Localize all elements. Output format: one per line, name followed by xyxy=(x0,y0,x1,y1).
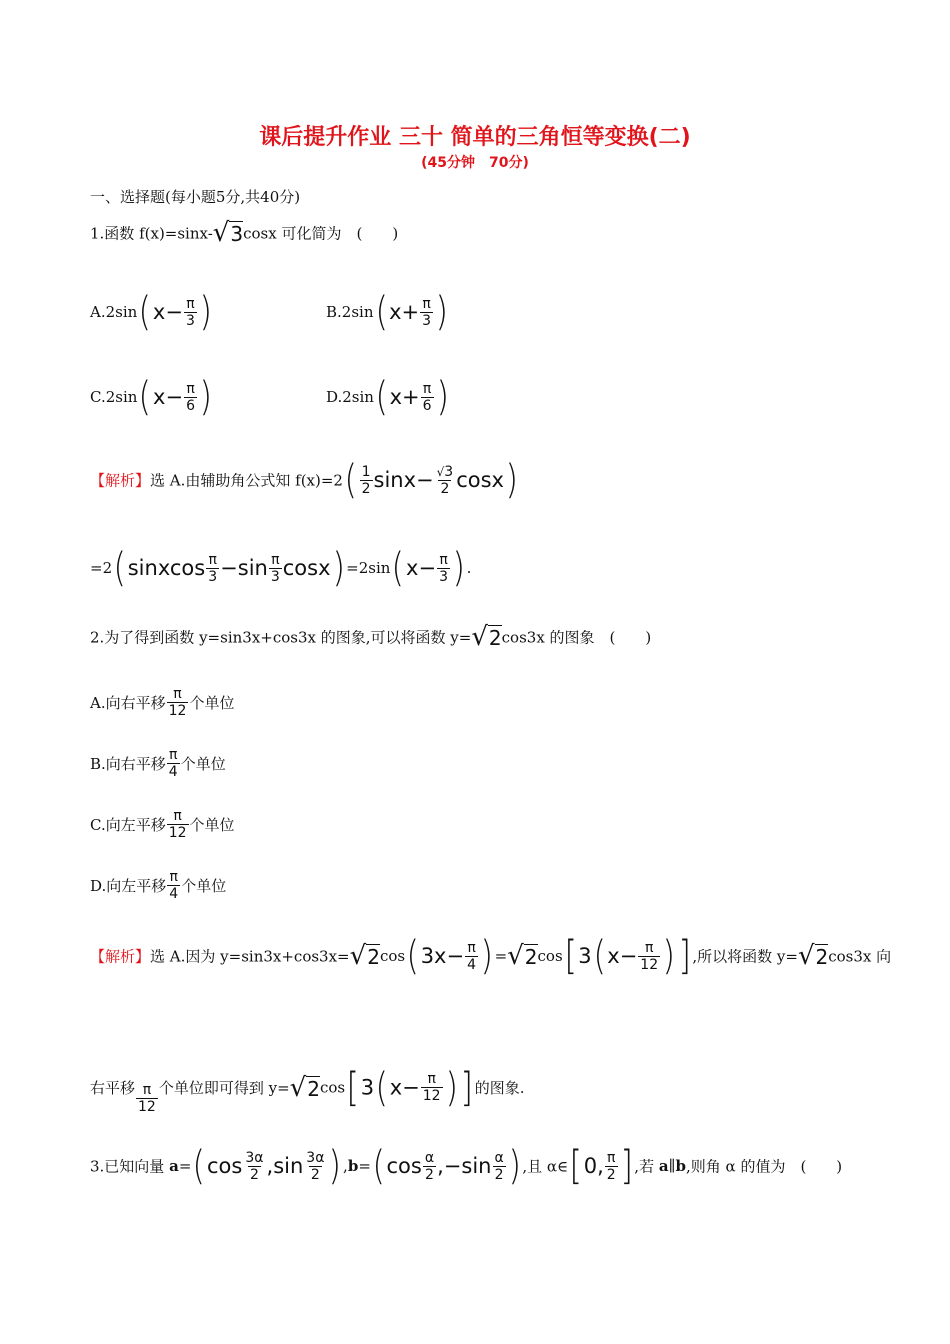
section-heading: 一、选择题(每小题5分,共40分) xyxy=(90,188,301,206)
question-1-solution-line-1: 【解析】选 A.由辅助角公式知 f(x)=2( $\frac{1}{2}$ sinx− $\frac{√3}{2}$ cosx) xyxy=(90,457,519,503)
sqrt-3: √3 xyxy=(212,218,244,248)
solution-tag: 【解析】 xyxy=(90,947,151,966)
sqrt-2: √2 xyxy=(471,622,502,652)
question-2-solution-line-2: 右平移 $\frac{\pi}{12}$ 个单位即可得到 y=√2cos[3(x− $\frac{\pi}{12}$ )] 的图象. xyxy=(90,1064,525,1115)
question-1-option-a: A.2sin(x− $\frac{\pi}{3}$ ) xyxy=(90,289,212,335)
question-2-option-d: D.向左平移 $\frac{\pi}{4}$ 个单位 xyxy=(90,869,227,902)
page-title: 课后提升作业 三十 简单的三角恒等变换(二) xyxy=(259,125,691,150)
question-3-stem: 3.已知向量 a=(cos $\frac{3\alpha}{2}$ ,sin $\frac{3\alpha}{2}$ ) ,b=(cos $\frac{\alpha}{2}$ ,−sin $\frac{\alpha}{2}$ ) ,且 α∈[0, $\frac{\pi}{2}$ ] ,若 a∥b,则角 α 的值为 ( ) xyxy=(90,1143,843,1189)
question-2-solution-line-1: 【解析】选 A.因为 y=sin3x+cos3x=√2cos(3x− $\frac{\pi}{4}$ ) =√2cos[3(x− $\frac{\pi}{12}$ )] ,所以将函数 y=√2cos3x 向 xyxy=(90,933,892,979)
question-1-option-c: C.2sin(x− $\frac{\pi}{6}$ ) xyxy=(90,374,213,420)
question-1-solution-line-2: =2(sinxcos $\frac{\pi}{3}$ −sin $\frac{\pi}{3}$ cosx) =2sin(x− $\frac{\pi}{3}$ ) . xyxy=(90,545,472,591)
page-subtitle: (45分钟 70分) xyxy=(421,155,529,171)
question-2-option-a: A.向右平移 $\frac{\pi}{12}$ 个单位 xyxy=(90,686,235,719)
question-1-option-b: B.2sin(x+ $\frac{\pi}{3}$ ) xyxy=(326,289,449,335)
question-1-option-d: D.2sin(x+ $\frac{\pi}{6}$ ) xyxy=(326,374,449,420)
question-2-stem: 2.为了得到函数 y=sin3x+cos3x 的图象,可以将函数 y=√2cos3x 的图象 ( ) xyxy=(90,622,652,652)
question-2-option-c: C.向左平移 $\frac{\pi}{12}$ 个单位 xyxy=(90,808,235,841)
question-2-option-b: B.向右平移 $\frac{\pi}{4}$ 个单位 xyxy=(90,747,226,780)
solution-tag: 【解析】 xyxy=(90,471,151,490)
question-1-stem: 1.函数 f(x)=sinx-√3cosx 可化简为 ( ) xyxy=(90,218,399,248)
